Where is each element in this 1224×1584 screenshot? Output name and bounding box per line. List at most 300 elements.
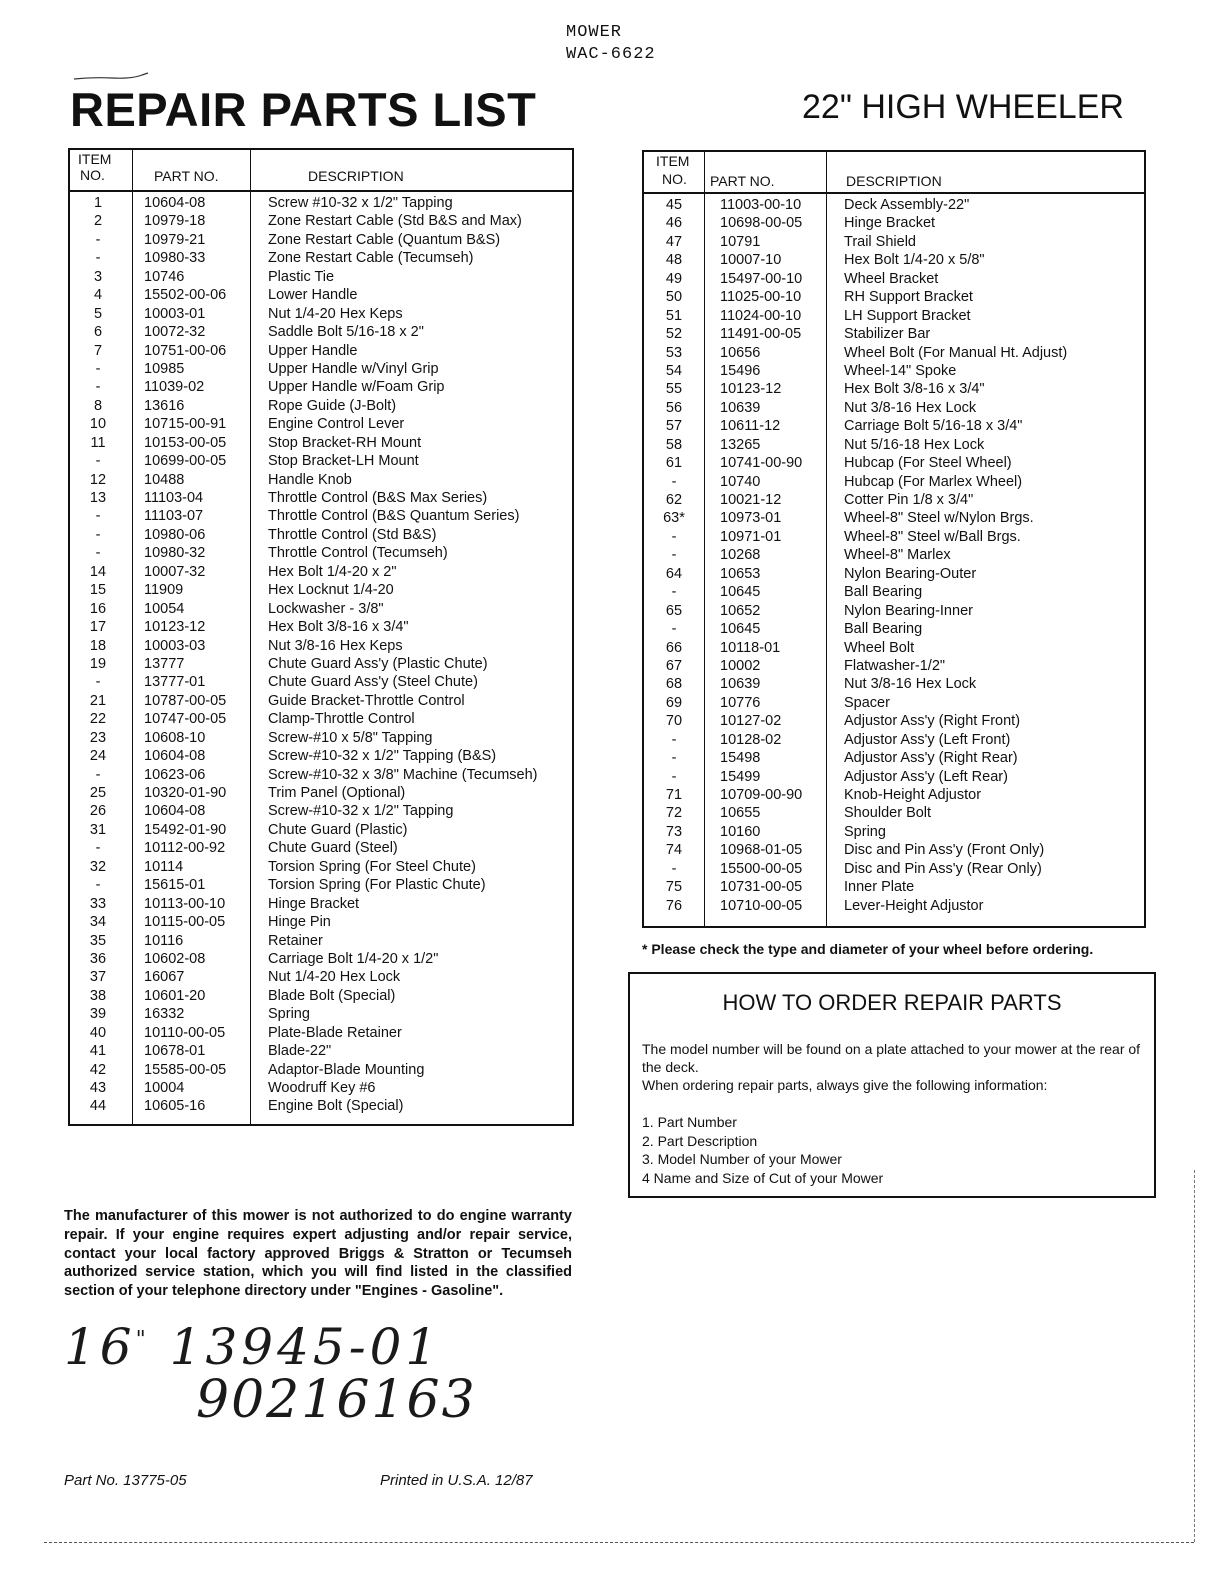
table-row xyxy=(644,602,1144,620)
table-row xyxy=(70,637,572,655)
item-number: - xyxy=(671,547,677,564)
part-description: Screw #10-32 x 1/2" Tapping xyxy=(268,195,453,211)
table-row xyxy=(644,694,1144,712)
part-description: Screw-#10-32 x 1/2" Tapping (B&S) xyxy=(268,748,497,765)
part-description: Hubcap (For Marlex Wheel) xyxy=(844,473,1023,490)
part-description: Disc and Pin Ass'y (Rear Only) xyxy=(844,860,1042,877)
item-number: 35 xyxy=(89,932,107,949)
part-number: 13265 xyxy=(720,436,761,453)
part-description: Engine Bolt (Special) xyxy=(268,1098,404,1115)
table-body xyxy=(644,196,1144,915)
part-description: Nylon Bearing-Outer xyxy=(844,565,977,582)
part-description: Adjustor Ass'y (Right Front) xyxy=(844,713,1021,730)
handwritten-note-line1 xyxy=(64,1318,441,1376)
part-number: 10980-33 xyxy=(144,250,206,267)
model-header xyxy=(566,22,656,66)
part-description: Chute Guard Ass'y (Plastic Chute) xyxy=(268,655,488,672)
part-description: Wheel Bolt (For Manual Ht. Adjust) xyxy=(844,344,1068,361)
part-description: Rope Guide (J-Bolt) xyxy=(268,397,397,414)
table-row xyxy=(644,878,1144,896)
part-number: 10645 xyxy=(720,621,761,638)
table-row xyxy=(70,839,572,857)
table-row xyxy=(70,249,572,267)
part-number: 10747-00-05 xyxy=(144,711,227,728)
item-number: - xyxy=(95,545,101,562)
part-description: Upper Handle w/Foam Grip xyxy=(268,379,445,396)
item-number: - xyxy=(671,473,677,490)
item-number: 12 xyxy=(89,471,107,488)
handwritten-size: 16 xyxy=(64,1318,136,1376)
item-number: 63* xyxy=(663,510,685,527)
item-number: - xyxy=(95,360,101,377)
part-number: 10653 xyxy=(720,565,761,582)
footer-printed: Printed in U.S.A. 12/87 xyxy=(380,1472,533,1489)
part-number: 10113-00-10 xyxy=(144,895,226,912)
pen-mark xyxy=(72,72,152,82)
footer-part-number: Part No. 13775-05 xyxy=(64,1472,187,1489)
item-number: 37 xyxy=(89,969,107,986)
item-number: 49 xyxy=(665,270,683,287)
part-description: Retainer xyxy=(268,932,323,949)
part-description: Hex Locknut 1/4-20 xyxy=(268,582,394,599)
part-number: 11103-07 xyxy=(144,508,204,525)
item-number: - xyxy=(95,526,101,543)
part-number: 15498 xyxy=(720,750,761,767)
table-row xyxy=(644,804,1144,822)
part-number: 10116 xyxy=(144,932,184,949)
item-number: 66 xyxy=(665,639,683,656)
part-number: 10320-01-90 xyxy=(144,785,227,801)
part-description: Chute Guard Ass'y (Steel Chute) xyxy=(268,674,478,691)
warranty-disclaimer: The manufacturer of this mower is not authorized to do engine warranty repair. If your engine requires expert adjusting and/or repair service, contact your local factory approved Briggs & Stratton or Tecumseh authorized service station, which you will find listed in the classified section of your telephone directory under "Engines - Gasoline". xyxy=(64,1208,572,1300)
part-number: 10007-32 xyxy=(144,563,206,580)
part-number: 13777 xyxy=(144,655,185,672)
parts-table-left xyxy=(68,148,574,1126)
table-row xyxy=(644,823,1144,841)
part-number: 15499 xyxy=(720,768,761,785)
item-number: 55 xyxy=(665,381,683,398)
part-description: Zone Restart Cable (Quantum B&S) xyxy=(268,231,501,248)
table-row xyxy=(70,194,572,212)
part-number: 10115-00-05 xyxy=(144,914,226,931)
part-number: 15496 xyxy=(720,362,761,379)
part-number: 11003-00-10 xyxy=(720,197,802,213)
item-number: - xyxy=(95,877,101,894)
table-row xyxy=(644,768,1144,786)
part-description: Woodruff Key #6 xyxy=(268,1080,376,1096)
item-number: - xyxy=(95,231,101,248)
page-subtitle: 22" HIGH WHEELER xyxy=(802,88,1124,126)
part-description: Plastic Tie xyxy=(268,268,335,285)
table-body xyxy=(70,194,572,1116)
part-number: 10268 xyxy=(720,547,761,564)
table-row xyxy=(70,268,572,286)
part-number: 10655 xyxy=(720,805,761,822)
bottom-rule xyxy=(44,1542,1194,1543)
table-row xyxy=(70,452,572,470)
item-number: 40 xyxy=(89,1024,107,1041)
part-description: Hubcap (For Steel Wheel) xyxy=(844,455,1012,472)
table-row xyxy=(644,897,1144,915)
part-number: 10003-01 xyxy=(144,305,206,322)
table-row xyxy=(70,673,572,691)
part-description: Lower Handle xyxy=(268,287,358,304)
table-row xyxy=(644,749,1144,767)
table-row xyxy=(70,360,572,378)
table-row xyxy=(644,417,1144,435)
item-number: - xyxy=(671,584,677,601)
order-box-instruction: When ordering repair parts, always give the following information: xyxy=(642,1077,1048,1093)
item-number: 56 xyxy=(665,399,683,416)
part-description: LH Support Bracket xyxy=(844,307,971,324)
part-number: 10791 xyxy=(720,233,761,250)
table-row xyxy=(70,821,572,839)
part-description: Nut 3/8-16 Hex Keps xyxy=(268,637,403,654)
item-number: 62 xyxy=(665,492,683,508)
part-description: Shoulder Bolt xyxy=(844,805,932,822)
table-row xyxy=(644,307,1144,325)
part-description: Chute Guard (Steel) xyxy=(268,840,398,857)
item-number: 45 xyxy=(665,197,683,213)
item-number: 13 xyxy=(89,490,107,506)
part-number: 10604-08 xyxy=(144,195,206,211)
part-description: Deck Assembly-22" xyxy=(844,197,970,213)
part-number: 10118-01 xyxy=(720,639,781,656)
part-description: Hinge Pin xyxy=(268,914,331,931)
part-number: 10123-12 xyxy=(720,381,782,398)
part-description: Blade-22" xyxy=(268,1043,332,1060)
part-number: 10968-01-05 xyxy=(720,842,803,859)
part-number: 10112-00-92 xyxy=(144,840,226,857)
part-description: Adjustor Ass'y (Right Rear) xyxy=(844,750,1018,767)
table-row xyxy=(70,544,572,562)
table-row xyxy=(644,712,1144,730)
item-number: - xyxy=(95,453,101,470)
table-row xyxy=(70,1061,572,1079)
part-description: Guide Bracket-Throttle Control xyxy=(268,692,465,709)
item-number: 24 xyxy=(89,748,107,765)
part-number: 13777-01 xyxy=(144,674,206,691)
item-number: 41 xyxy=(89,1043,107,1060)
item-number: 53 xyxy=(665,344,683,361)
part-number: 10787-00-05 xyxy=(144,692,227,709)
item-number: 76 xyxy=(665,897,683,914)
table-row xyxy=(70,1079,572,1097)
item-number: 17 xyxy=(89,619,107,636)
header-part-no: PART NO. xyxy=(710,173,775,189)
part-number: 15500-00-05 xyxy=(720,860,803,877)
part-description: Saddle Bolt 5/16-18 x 2" xyxy=(268,324,424,341)
part-number: 10054 xyxy=(144,600,185,617)
item-number: 21 xyxy=(89,692,107,709)
table-row xyxy=(644,639,1144,657)
part-number: 10003-03 xyxy=(144,637,206,654)
item-number: 64 xyxy=(665,565,683,582)
table-row xyxy=(70,1024,572,1042)
header-item-line2: NO. xyxy=(80,167,105,183)
part-description: Hex Bolt 1/4-20 x 2" xyxy=(268,563,397,580)
table-row xyxy=(70,342,572,360)
table-row xyxy=(644,657,1144,675)
part-description: Wheel Bolt xyxy=(844,639,915,656)
table-row xyxy=(644,233,1144,251)
item-number: - xyxy=(671,528,677,545)
page-title: REPAIR PARTS LIST xyxy=(70,83,537,136)
table-row xyxy=(644,344,1144,362)
item-number: 54 xyxy=(665,362,683,379)
item-number: - xyxy=(95,674,101,691)
part-number: 11491-00-05 xyxy=(720,326,802,343)
table-row xyxy=(644,731,1144,749)
item-number: 1 xyxy=(93,195,103,211)
item-number: 16 xyxy=(89,600,107,617)
part-description: Clamp-Throttle Control xyxy=(268,711,415,728)
table-row xyxy=(644,380,1144,398)
part-number: 10611-12 xyxy=(720,418,781,435)
table-row xyxy=(70,895,572,913)
part-description: Wheel-8" Steel w/Ball Brgs. xyxy=(844,528,1021,545)
table-row xyxy=(70,323,572,341)
table-row xyxy=(644,841,1144,859)
part-description: Inner Plate xyxy=(844,879,915,896)
table-row xyxy=(70,600,572,618)
item-number: 43 xyxy=(89,1080,107,1096)
item-number: 26 xyxy=(89,803,107,820)
item-number: 44 xyxy=(89,1098,107,1115)
part-number: 13616 xyxy=(144,397,185,414)
item-number: 19 xyxy=(89,655,107,672)
table-row xyxy=(70,710,572,728)
item-number: 14 xyxy=(89,563,107,580)
part-description: Screw-#10 x 5/8" Tapping xyxy=(268,729,433,746)
table-row xyxy=(644,454,1144,472)
item-number: 32 xyxy=(89,858,107,875)
item-number: - xyxy=(671,621,677,638)
item-number: 33 xyxy=(89,895,107,912)
item-number: - xyxy=(671,750,677,767)
part-description: Stop Bracket-LH Mount xyxy=(268,453,419,470)
part-number: 10004 xyxy=(144,1080,185,1096)
table-row xyxy=(70,231,572,249)
part-number: 11909 xyxy=(144,582,184,599)
part-number: 11103-04 xyxy=(144,490,204,506)
part-description: Nut 5/16-18 Hex Lock xyxy=(844,436,985,453)
part-number: 10110-00-05 xyxy=(144,1024,226,1041)
item-number: 52 xyxy=(665,326,683,343)
part-number: 15502-00-06 xyxy=(144,287,227,304)
table-row xyxy=(644,546,1144,564)
item-number: 6 xyxy=(93,324,103,341)
table-row xyxy=(644,270,1144,288)
part-number: 10639 xyxy=(720,676,761,693)
part-number: 11025-00-10 xyxy=(720,289,802,306)
part-description: Carriage Bolt 5/16-18 x 3/4" xyxy=(844,418,1023,435)
item-number: 7 xyxy=(93,342,103,359)
table-row xyxy=(70,784,572,802)
part-number: 10604-08 xyxy=(144,748,206,765)
part-number: 10021-12 xyxy=(720,492,782,508)
table-row xyxy=(70,526,572,544)
table-row xyxy=(70,415,572,433)
part-number: 10741-00-90 xyxy=(720,455,803,472)
item-number: 67 xyxy=(665,657,683,674)
part-description: Wheel-14" Spoke xyxy=(844,362,957,379)
part-description: Adjustor Ass'y (Left Front) xyxy=(844,731,1011,748)
list-item: 2. Part Description xyxy=(642,1132,758,1149)
parts-table-right xyxy=(642,150,1146,928)
header-item-line1: ITEM xyxy=(78,151,112,167)
part-description: Torsion Spring (For Steel Chute) xyxy=(268,858,476,875)
table-row xyxy=(70,692,572,710)
item-number: - xyxy=(671,731,677,748)
item-number: 70 xyxy=(665,713,683,730)
item-number: 48 xyxy=(665,252,683,269)
table-row xyxy=(70,876,572,894)
header-item-line2: NO. xyxy=(662,171,687,187)
part-description: Flatwasher-1/2" xyxy=(844,657,946,674)
table-row xyxy=(644,565,1144,583)
table-row xyxy=(644,399,1144,417)
part-number: 10971-01 xyxy=(720,528,782,545)
item-number: 10 xyxy=(89,416,107,433)
how-to-order-box xyxy=(628,972,1156,1198)
part-number: 10605-16 xyxy=(144,1098,206,1115)
table-row xyxy=(70,563,572,581)
part-description: Zone Restart Cable (Std B&S and Max) xyxy=(268,213,522,230)
item-number: 65 xyxy=(665,602,683,619)
item-number: 23 xyxy=(89,729,107,746)
item-number: 3 xyxy=(93,268,103,285)
part-description: Ball Bearing xyxy=(844,584,923,601)
table-row xyxy=(70,286,572,304)
item-number: 69 xyxy=(665,694,683,711)
part-number: 10678-01 xyxy=(144,1043,206,1060)
header-description: DESCRIPTION xyxy=(308,168,404,184)
part-description: Nut 3/8-16 Hex Lock xyxy=(844,399,977,416)
part-number: 16332 xyxy=(144,1006,185,1023)
part-number: 10980-06 xyxy=(144,526,206,543)
table-row xyxy=(644,288,1144,306)
part-description: Stabilizer Bar xyxy=(844,326,931,343)
part-description: Adaptor-Blade Mounting xyxy=(268,1061,425,1078)
part-number: 10601-20 xyxy=(144,987,206,1004)
part-description: Nut 3/8-16 Hex Lock xyxy=(844,676,977,693)
wheel-footnote: * Please check the type and diameter of your wheel before ordering. xyxy=(642,941,1094,957)
item-number: 25 xyxy=(89,785,107,801)
table-row xyxy=(70,747,572,765)
part-description: Knob-Height Adjustor xyxy=(844,787,982,803)
table-row xyxy=(70,655,572,673)
table-row xyxy=(644,860,1144,878)
part-description: Lockwasher - 3/8" xyxy=(268,600,384,617)
part-description: Engine Control Lever xyxy=(268,416,405,433)
part-description: Screw-#10-32 x 1/2" Tapping xyxy=(268,803,454,820)
part-description: Hex Bolt 3/8-16 x 3/4" xyxy=(844,381,985,398)
model-type: MOWER xyxy=(566,23,623,42)
table-row xyxy=(644,436,1144,454)
part-description: Upper Handle xyxy=(268,342,358,359)
part-description: Chute Guard (Plastic) xyxy=(268,821,408,838)
part-description: Nut 1/4-20 Hex Lock xyxy=(268,969,401,986)
table-row xyxy=(644,473,1144,491)
part-number: 10710-00-05 xyxy=(720,897,803,914)
part-number: 10128-02 xyxy=(720,731,782,748)
header-description: DESCRIPTION xyxy=(846,173,942,189)
item-number: 68 xyxy=(665,676,683,693)
item-number: 72 xyxy=(665,805,683,822)
table-row xyxy=(644,583,1144,601)
part-description: Wheel Bracket xyxy=(844,270,939,287)
part-description: Zone Restart Cable (Tecumseh) xyxy=(268,250,474,267)
item-number: - xyxy=(671,768,677,785)
table-row xyxy=(70,987,572,1005)
table-row xyxy=(70,1097,572,1115)
part-number: 10979-18 xyxy=(144,213,206,230)
part-description: Trim Panel (Optional) xyxy=(268,785,406,801)
table-row xyxy=(70,581,572,599)
item-number: - xyxy=(95,766,101,783)
part-description: Spacer xyxy=(844,694,890,711)
part-number: 10639 xyxy=(720,399,761,416)
part-description: Hex Bolt 1/4-20 x 5/8" xyxy=(844,252,985,269)
part-number: 10776 xyxy=(720,694,761,711)
part-number: 10709-00-90 xyxy=(720,787,803,803)
part-number: 10652 xyxy=(720,602,761,619)
table-row xyxy=(70,618,572,636)
part-description: Screw-#10-32 x 3/8" Machine (Tecumseh) xyxy=(268,766,538,783)
part-description: Hinge Bracket xyxy=(268,895,360,912)
part-number: 10746 xyxy=(144,268,185,285)
table-row xyxy=(70,913,572,931)
item-number: - xyxy=(671,860,677,877)
part-description: Nylon Bearing-Inner xyxy=(844,602,973,619)
part-description: Lever-Height Adjustor xyxy=(844,897,984,914)
part-description: Throttle Control (B&S Quantum Series) xyxy=(268,508,520,525)
item-number: - xyxy=(95,840,101,857)
part-number: 10740 xyxy=(720,473,761,490)
handwritten-note-line2: 90216163 xyxy=(196,1370,477,1430)
order-info-list xyxy=(642,1113,883,1187)
part-description: Hex Bolt 3/8-16 x 3/4" xyxy=(268,619,409,636)
part-number: 10656 xyxy=(720,344,761,361)
item-number: - xyxy=(95,379,101,396)
part-number: 10698-00-05 xyxy=(720,215,803,232)
item-number: 42 xyxy=(89,1061,107,1078)
table-row xyxy=(70,507,572,525)
part-number: 10072-32 xyxy=(144,324,206,341)
part-number: 15497-00-10 xyxy=(720,270,803,287)
part-number: 11024-00-10 xyxy=(720,307,802,324)
item-number: 57 xyxy=(665,418,683,435)
table-row xyxy=(644,786,1144,804)
part-number: 10715-00-91 xyxy=(144,416,227,433)
item-number: 46 xyxy=(665,215,683,232)
table-header xyxy=(644,152,1144,194)
item-number: 15 xyxy=(89,582,107,599)
table-row xyxy=(70,397,572,415)
table-row xyxy=(70,212,572,230)
table-row xyxy=(70,932,572,950)
handwritten-part-number: 13945-01 xyxy=(169,1318,442,1376)
part-number: 11039-02 xyxy=(144,379,205,396)
part-number: 10007-10 xyxy=(720,252,782,269)
part-number: 10488 xyxy=(144,471,185,488)
part-description: Spring xyxy=(844,823,886,840)
part-number: 15615-01 xyxy=(144,877,206,894)
table-row xyxy=(70,471,572,489)
item-number: 38 xyxy=(89,987,107,1004)
table-row xyxy=(70,968,572,986)
